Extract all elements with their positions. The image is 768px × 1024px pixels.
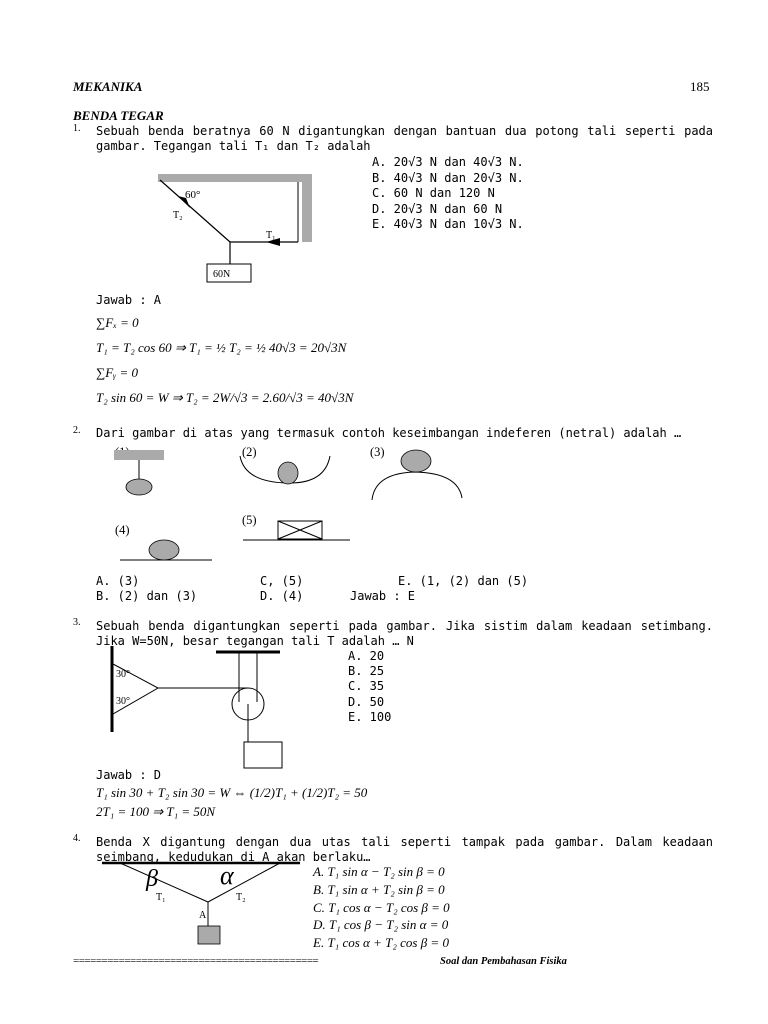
q2-figure — [100, 448, 480, 568]
q1-solution-line-2: T₁ = T₂ cos 60 ⇒ T₁ = ½ T₂ = ½ 40√3 = 20√3N — [96, 340, 347, 355]
q2-text: Dari gambar di atas yang termasuk contoh keseimbangan indeferen (netral) adalah … — [96, 426, 682, 440]
q2-option-d[interactable]: D. (4) — [260, 589, 304, 603]
q4-t2-label: T₂ — [236, 892, 246, 903]
q1-option-b[interactable]: B. 40√3 N dan 20√3 N. — [372, 170, 524, 185]
q2-fig1-ball — [126, 479, 152, 495]
footer-rule: =========================================== — [73, 955, 319, 967]
q1-solution-line-4: T₂ sin 60 = W ⇒ T₂ = 2W/√3 = 2.60/√3 = 40√3N — [96, 390, 354, 405]
q4-text: Benda X digantung dengan dua utas tali seperti tampak pada gambar. Dalam keadaan seimbang, kedudukan di A akan berlaku… — [96, 835, 713, 864]
q4-weight-box — [198, 926, 220, 944]
q2-number: 2. — [73, 425, 81, 436]
q3-solution — [96, 783, 367, 821]
q2-fig4-ball — [149, 540, 179, 560]
q2-option-b[interactable]: B. (2) dan (3) — [96, 589, 198, 603]
chapter-title: MEKANIKA — [73, 79, 143, 94]
q2-label-5: (5) — [242, 513, 257, 527]
q2-label-3: (3) — [370, 445, 385, 459]
q2-fig3-ball — [401, 450, 431, 472]
q4-option-b[interactable]: B. T₁ sin α + T₂ sin β = 0 — [313, 881, 445, 897]
q2-fig3-dome — [372, 472, 462, 500]
q2-answer: Jawab : E — [350, 589, 416, 603]
q3-angle-bottom: 30° — [116, 696, 130, 707]
q3-options — [348, 649, 391, 725]
q3-text: Sebuah benda digantungkan seperti pada gambar. Jika sistim dalam keadaan setimbang. Jika W=50N, besar tegangan tali T adalah … N — [96, 619, 713, 648]
q3-figure — [108, 644, 308, 769]
q4-number: 4. — [73, 833, 81, 844]
q1-t2-label: T₂ — [173, 210, 183, 221]
q1-options — [372, 155, 524, 233]
q4-point-label: A — [199, 910, 207, 921]
q3-solution-line-2: 2T₁ = 100 ⇒ T₁ = 50N — [96, 804, 216, 819]
q3-weight-box — [244, 742, 282, 768]
page-number: 185 — [690, 79, 710, 94]
q2-option-e[interactable]: E. (1, (2) dan (5) — [398, 574, 529, 588]
q2-option-a[interactable]: A. (3) — [96, 574, 140, 588]
q3-answer: Jawab : D — [96, 768, 162, 782]
q4-options — [313, 863, 450, 952]
q2-label-4: (4) — [115, 523, 130, 537]
q1-option-e[interactable]: E. 40√3 N dan 10√3 N. — [372, 217, 524, 231]
q4-option-e[interactable]: E. T₁ cos α + T₂ cos β = 0 — [313, 935, 449, 951]
q4-option-a[interactable]: A. T₁ sin α − T₂ sin β = 0 — [313, 864, 445, 879]
q2-fig2-ball — [278, 462, 298, 484]
q3-option-e[interactable]: E. 100 — [348, 709, 392, 724]
q3-solution-line-1: T₁ sin 30 + T₂ sin 30 = W ⇔ (1/2)T₁ + (1/2)T₂ = 50 — [96, 785, 368, 800]
q1-figure — [150, 168, 320, 288]
q3-option-a[interactable]: A. 20 — [348, 649, 385, 663]
footer-title: Soal dan Pembahasan Fisika — [440, 956, 567, 967]
q3-option-b[interactable]: B. 25 — [348, 664, 385, 679]
q1-weight-label: 60N — [213, 269, 231, 280]
q1-option-a[interactable]: A. 20√3 N dan 40√3 N. — [372, 155, 524, 169]
q4-option-c[interactable]: C. T₁ cos α − T₂ cos β = 0 — [313, 899, 450, 915]
q2-fig1-ceiling — [114, 450, 164, 460]
q1-option-c[interactable]: C. 60 N dan 120 N — [372, 186, 495, 200]
q1-angle-label: 60° — [185, 189, 201, 201]
q4-figure — [100, 860, 310, 946]
q4-option-d[interactable]: D. T₁ cos β − T₂ sin α = 0 — [313, 917, 449, 933]
q4-t1-label: T₁ — [156, 892, 166, 903]
q3-number: 3. — [73, 617, 81, 628]
q1-t1-label: T₁ — [266, 230, 276, 241]
q1-option-d[interactable]: D. 20√3 N dan 60 N — [372, 201, 503, 216]
q2-label-2: (2) — [242, 445, 257, 459]
q4-alpha-label: α — [220, 861, 234, 890]
q3-angle-top: 30° — [116, 669, 130, 680]
section-title: BENDA TEGAR — [73, 108, 164, 123]
q3-option-d[interactable]: D. 50 — [348, 694, 385, 709]
q1-number: 1. — [73, 123, 81, 134]
q1-answer: Jawab : A — [96, 293, 162, 307]
q1-wall — [302, 174, 312, 242]
q1-solution-line-3: ∑Fᵧ = 0 — [96, 365, 138, 380]
q1-solution — [96, 310, 353, 410]
q4-beta-label: β — [146, 866, 158, 892]
q1-text: Sebuah benda beratnya 60 N digantungkan dengan bantuan dua potong tali seperti pada gambar. Tegangan tali T₁ dan T₂ adalah — [96, 124, 713, 153]
q1-ceiling — [158, 174, 304, 182]
q1-solution-line-1: ∑Fₓ = 0 — [96, 315, 139, 330]
q2-option-c[interactable]: C, (5) — [260, 574, 304, 588]
q3-option-c[interactable]: C. 35 — [348, 679, 385, 694]
